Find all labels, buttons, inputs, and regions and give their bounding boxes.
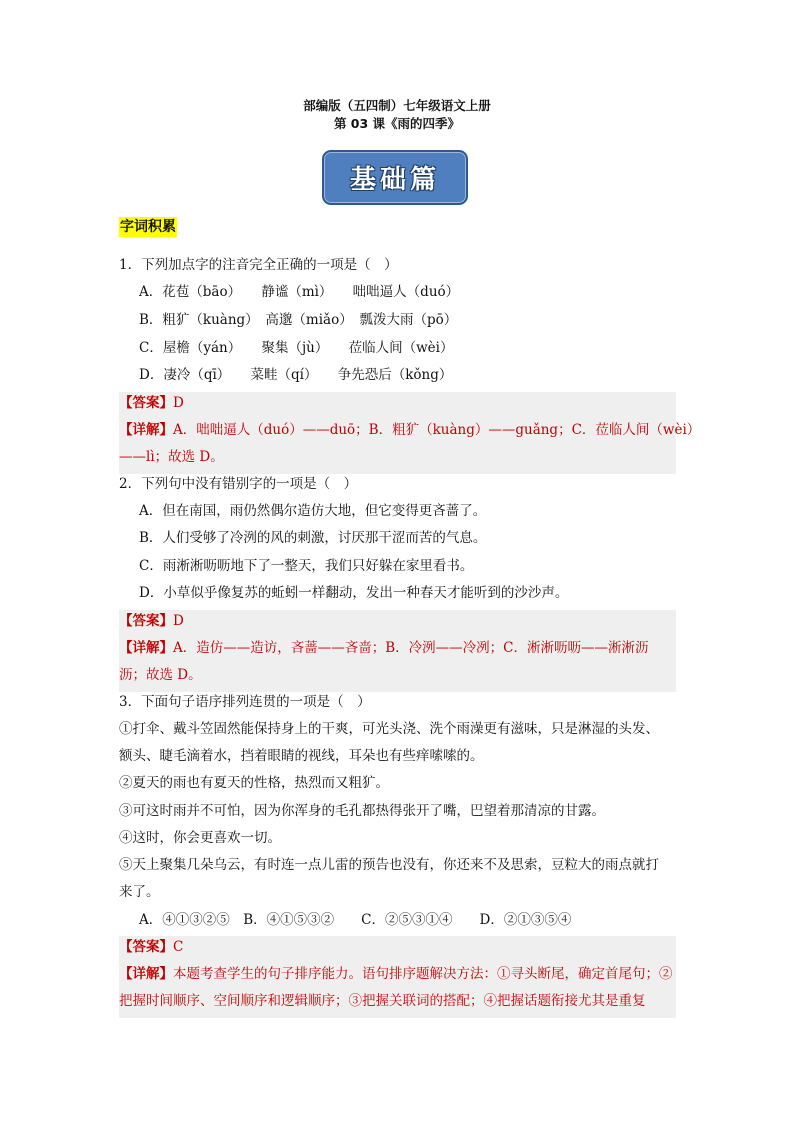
q3-sentence-1a: ①打伞、戴斗笠固然能保持身上的干爽，可光头浇、洗个雨澡更有滋味，只是淋湿的头发、 — [119, 721, 659, 737]
q1-answer-value: D — [173, 395, 184, 411]
q2-option-d: D．小草似乎像复苏的蚯蚓一样翻动，发出一种春天才能听到的沙沙声。 — [139, 585, 569, 601]
q3-sentence-4: ④这时，你会更喜欢一切。 — [119, 830, 281, 846]
q3-stem: 3．下面句子语序排列连贯的一项是（ ） — [119, 694, 371, 710]
q3-answer-tag: 【答案】 — [119, 939, 173, 955]
q2-detail-tag: 【详解】 — [119, 640, 173, 656]
q1-detail-line2: ——lì；故选 D。 — [119, 449, 224, 465]
q2-answer-tag: 【答案】 — [119, 613, 173, 629]
q1-option-d: D．凄冷（qī） 菜畦（qí） 争先恐后（kǒng） — [139, 367, 453, 383]
q1-detail-line1 — [119, 420, 700, 440]
q2-detail-text1: A．造仿——造访，吝蔷——吝啬；B．冷洌——冷冽；C．淅淅呖呖——淅淅沥 — [173, 640, 649, 656]
q2-detail-line2: 沥；故选 D。 — [119, 667, 202, 683]
q3-detail-tag: 【详解】 — [119, 966, 173, 982]
q2-option-b: B．人们受够了冷洌的风的刺激，讨厌那干涩而苦的气息。 — [139, 530, 487, 546]
q3-detail-text1: 本题考查学生的句子排序能力。语句排序题解决方法：①寻头断尾，确定首尾句；② — [173, 966, 673, 982]
q3-sentence-3: ③可这时雨并不可怕，因为你浑身的毛孔都热得张开了嘴，巴望着那清凉的甘露。 — [119, 803, 605, 819]
q3-sentence-5b: 来了。 — [119, 884, 160, 900]
q1-option-a: A．花苞（bāo） 静谧（mì） 咄咄逼人（duó） — [139, 284, 460, 300]
q3-sentence-1b: 额头、睫毛滴着水，挡着眼睛的视线，耳朵也有些痒嗦嗦的。 — [119, 748, 484, 764]
q2-answer — [119, 611, 184, 631]
section-label: 字词积累 — [120, 219, 176, 235]
q2-answer-value: D — [173, 613, 184, 629]
q2-option-a: A．但在南国，雨仍然偶尔造仿大地，但它变得更吝蔷了。 — [139, 503, 487, 519]
q2-detail-line1 — [119, 638, 649, 658]
q2-stem: 2．下列句中没有错别字的一项是（ ） — [119, 476, 358, 492]
q3-answer-value: C — [173, 939, 184, 955]
q3-sentence-2: ②夏天的雨也有夏天的性格，热烈而又粗犷。 — [119, 775, 389, 791]
q1-answer-tag: 【答案】 — [119, 395, 173, 411]
q2-option-c: C．雨淅淅呖呖地下了一整天，我们只好躲在家里看书。 — [139, 558, 474, 574]
q1-option-c: C．屋檐（yán） 聚集（jù） 莅临人间（wèi） — [139, 340, 454, 356]
q1-detail-text1: A．咄咄逼人（duó）——duō；B．粗犷（kuàng）——guǎng；C．莅临人间（wèi） — [173, 422, 701, 438]
badge-label: 基础篇 — [349, 165, 440, 195]
doc-title-line1: 部编版（五四制）七年级语文上册 — [303, 98, 491, 113]
q3-options: A．④①③②⑤ B．④①⑤③② C．②⑤③①④ D．②①③⑤④ — [139, 912, 572, 928]
basics-badge — [322, 150, 468, 205]
doc-title-line2: 第 03 课《雨的四季》 — [333, 116, 461, 131]
q3-answer — [119, 937, 183, 957]
q3-detail-line2: 把握时间顺序、空间顺序和逻辑顺序；③把握关联词的搭配；④把握话题衔接尤其是重复 — [119, 993, 646, 1009]
q3-detail-line1 — [119, 964, 673, 984]
q1-detail-tag: 【详解】 — [119, 422, 173, 438]
q3-sentence-5a: ⑤天上聚集几朵乌云，有时连一点儿雷的预告也没有，你还来不及思索，豆粒大的雨点就打 — [119, 857, 659, 873]
q1-option-b: B．粗犷（kuàng） 高邈（miǎo） 瓢泼大雨（pō） — [139, 312, 458, 328]
q1-answer — [119, 393, 184, 413]
q1-stem: 1．下列加点字的注音完全正确的一项是（ ） — [119, 257, 398, 273]
